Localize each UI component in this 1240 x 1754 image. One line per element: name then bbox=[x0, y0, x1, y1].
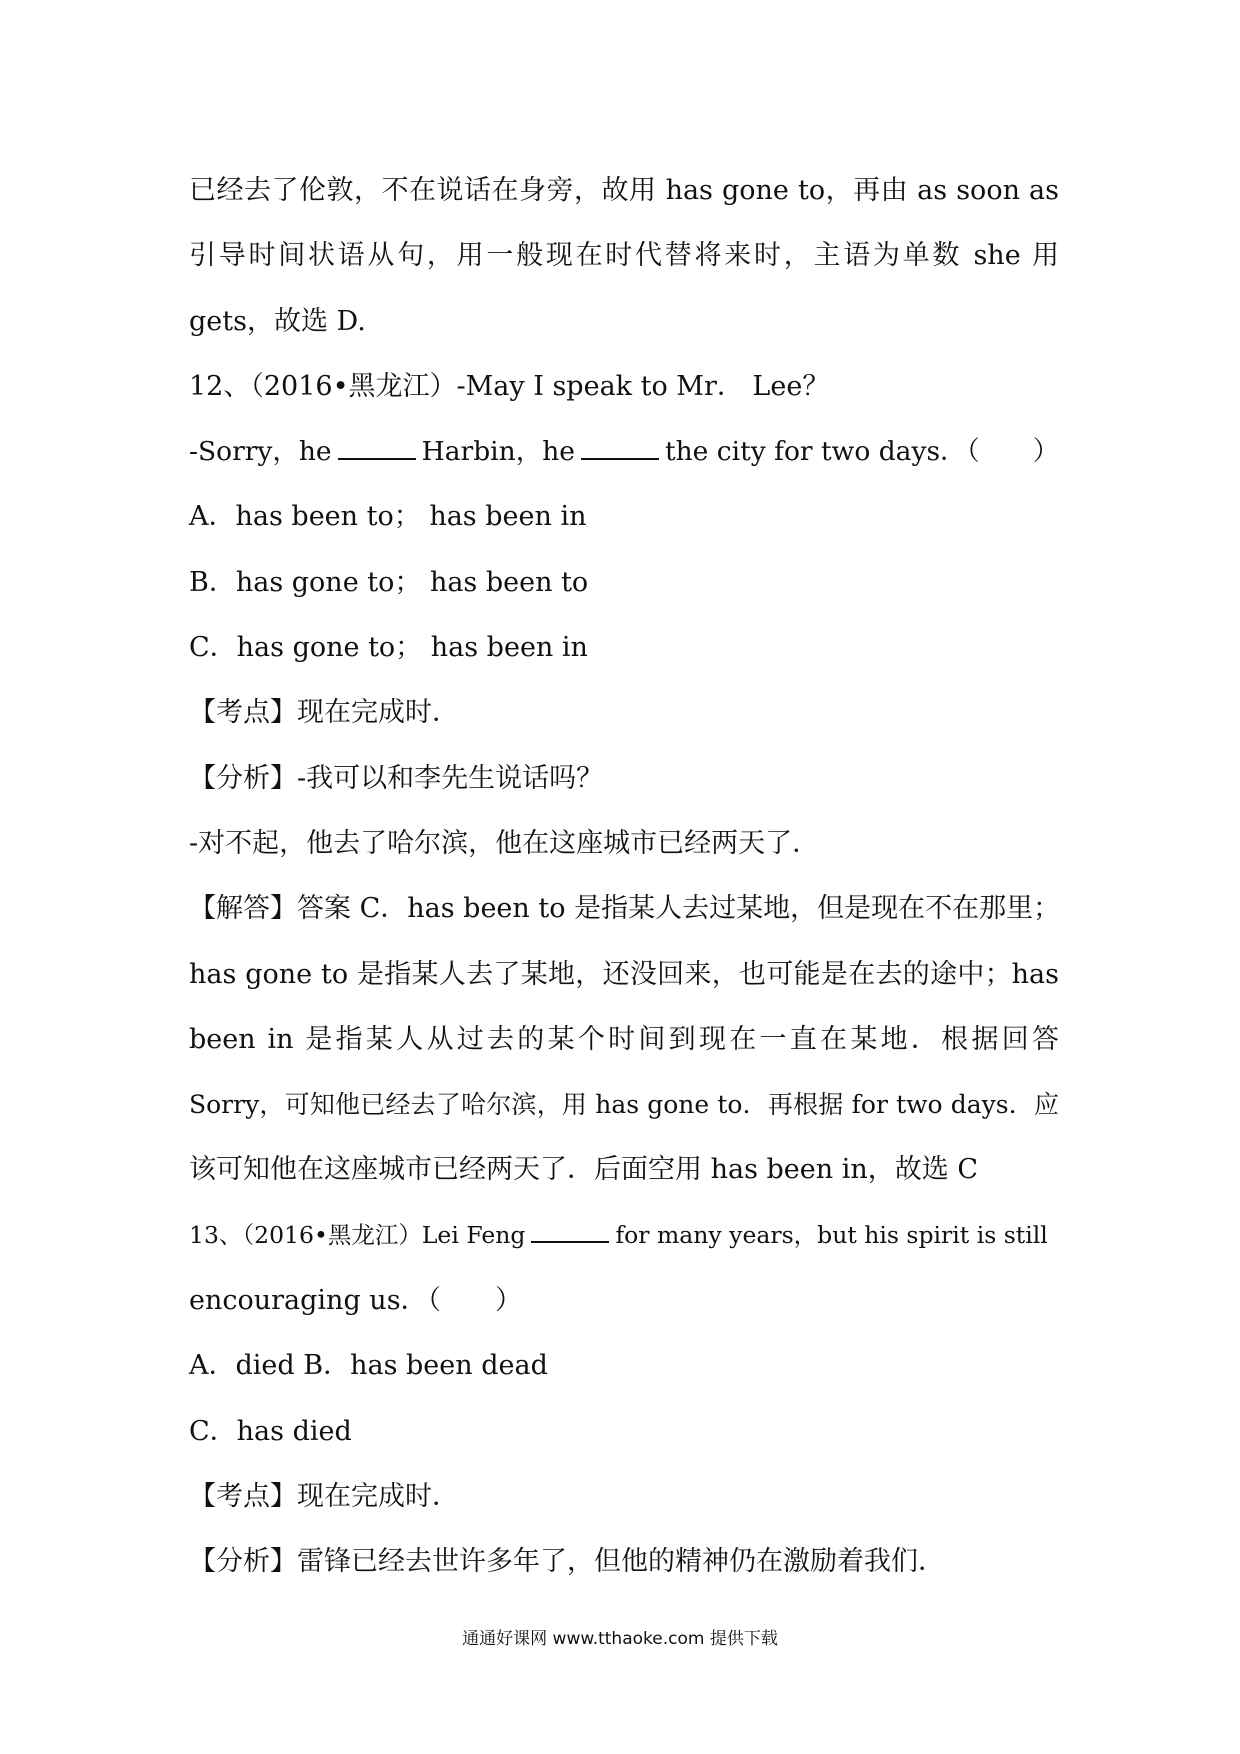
analysis: 【分析】-我可以和李先生说话吗？ bbox=[189, 762, 604, 794]
text-line: 已经去了伦敦，不在说话在身旁，故用 has gone to，再由 as soon as bbox=[189, 175, 1059, 206]
text-line: encouraging us．（ ） bbox=[189, 1285, 523, 1317]
option-a: A．has been to； has been in bbox=[189, 501, 587, 533]
analysis: 【分析】雷锋已经去世许多年了，但他的精神仍在激励着我们． bbox=[189, 1546, 945, 1578]
option-a-b: A．died B．has been dead bbox=[189, 1350, 548, 1382]
text-line: been in 是指某人从过去的某个时间到现在一直在某地．根据回答 bbox=[189, 1023, 1059, 1055]
sentence-part: -Sorry，he bbox=[189, 436, 332, 468]
answer-blank bbox=[531, 1219, 609, 1243]
answer-blank bbox=[338, 436, 416, 460]
document-body bbox=[189, 158, 1059, 1595]
analysis-translation: -对不起，他去了哈尔滨，他在这座城市已经两天了． bbox=[189, 827, 820, 859]
knowledge-point: 【考点】现在完成时． bbox=[189, 697, 459, 729]
page-footer: 通通好课网 www.tthaoke.com 提供下载 bbox=[462, 1629, 778, 1649]
option-c: C．has died bbox=[189, 1415, 352, 1447]
sentence-part: the city for two days．（ ） bbox=[664, 436, 1060, 468]
answer-blank bbox=[581, 436, 659, 460]
sentence-part: 13、（2016•黑龙江）Lei Feng bbox=[189, 1220, 526, 1249]
sentence-part: Harbin，he bbox=[421, 436, 575, 468]
text-line: Sorry，可知他已经去了哈尔滨，用 has gone to．再根据 for two days．应 bbox=[189, 1090, 1059, 1120]
question-12-sentence bbox=[189, 419, 1059, 484]
option-c: C．has gone to； has been in bbox=[189, 632, 588, 664]
text-line: 引导时间状语从句，用一般现在时代替将来时，主语为单数 she 用 bbox=[189, 240, 1059, 272]
question-12-stem: 12、（2016•黑龙江）-May I speak to Mr． Lee？ bbox=[189, 370, 830, 402]
knowledge-point: 【考点】现在完成时． bbox=[189, 1480, 459, 1512]
text-line: gets，故选 D. bbox=[189, 305, 366, 337]
answer-explanation: 【解答】答案 C．has been to 是指某人去过某地，但是现在不在那里； bbox=[189, 893, 1061, 925]
question-13-stem bbox=[189, 1203, 1059, 1268]
sentence-part: for many years，but his spirit is still bbox=[615, 1220, 1048, 1249]
text-line: 该可知他在这座城市已经两天了．后面空用 has been in，故选 C bbox=[189, 1154, 978, 1186]
option-b: B．has gone to； has been to bbox=[189, 566, 589, 598]
text-line: has gone to 是指某人去了某地，还没回来，也可能是在去的途中；has bbox=[189, 958, 1059, 990]
